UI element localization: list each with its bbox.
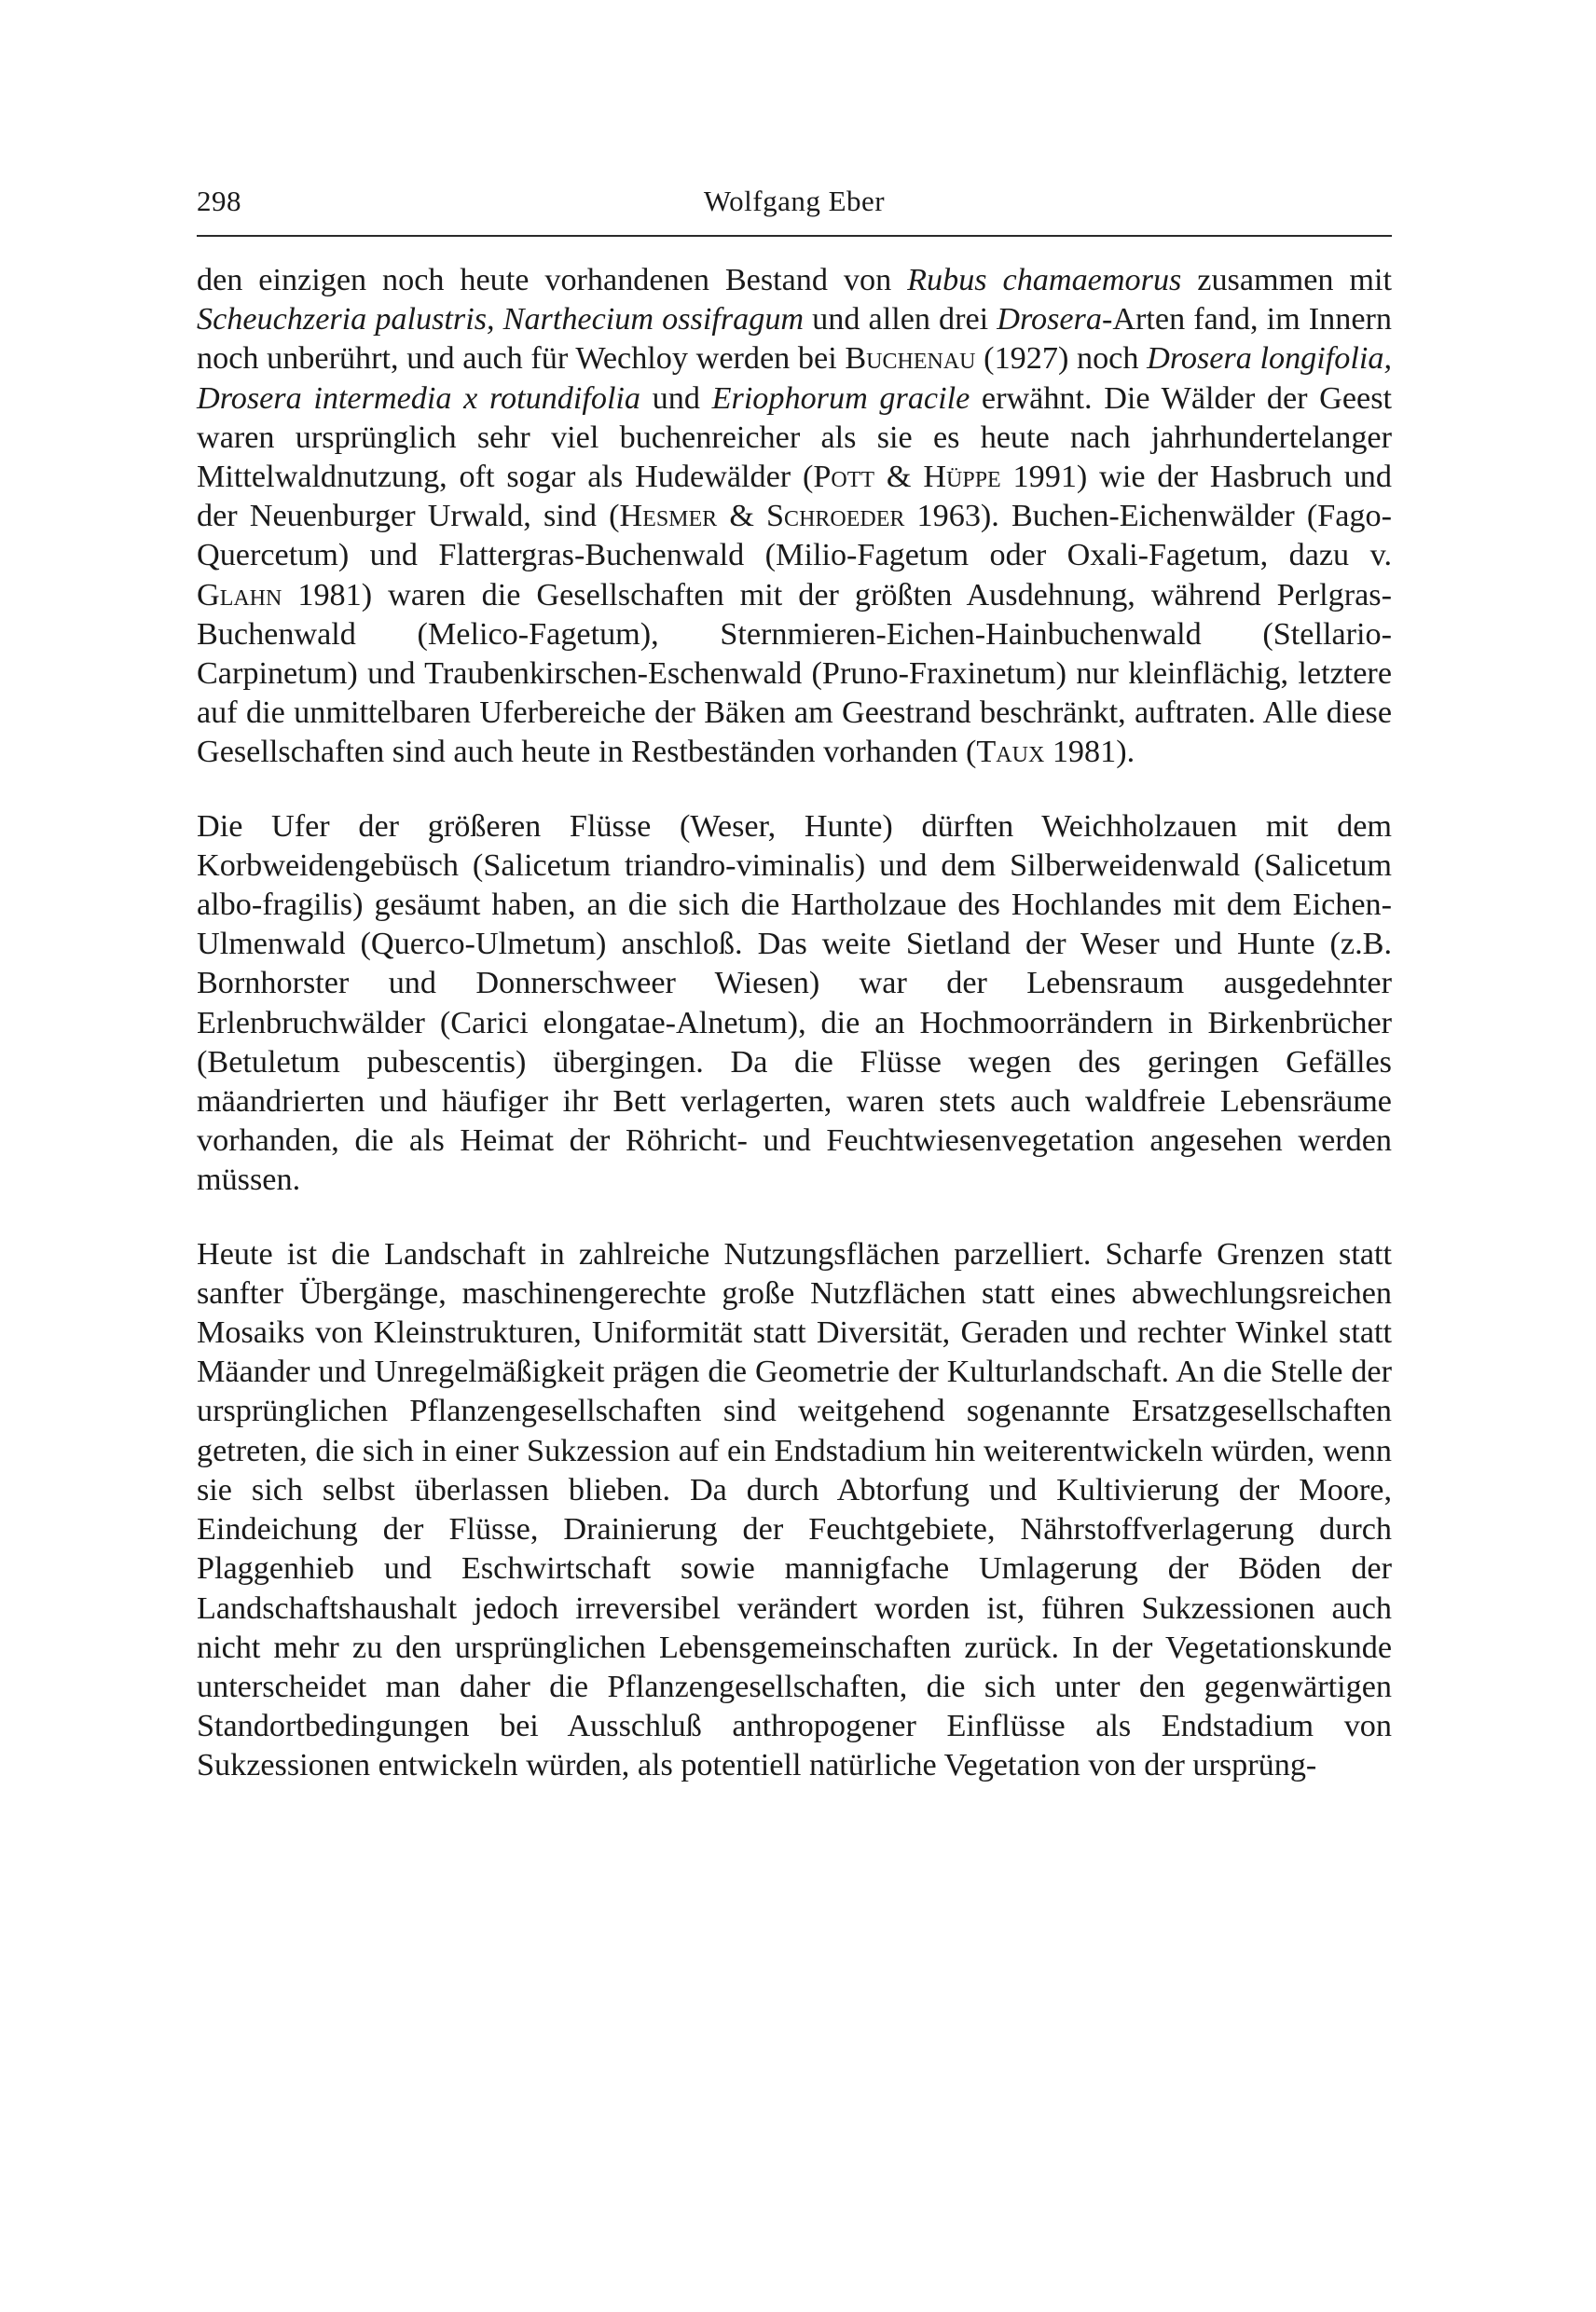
running-head: Wolfgang Eber: [703, 185, 886, 217]
text-run: 1963). Buchen-Eichenwälder (Fago-Quercetum) und Flattergras-Buchenwald (Milio-Fagetum oder Oxali-Fagetum, dazu v.: [197, 499, 1393, 573]
author-name: Hesmer: [619, 499, 718, 534]
text-run: -Arten fand, im Innern noch unberührt, und auch für Wechloy werden bei: [197, 302, 1392, 377]
text-run: (1927) noch: [975, 341, 1148, 377]
italic-term: Eriophorum gracile: [711, 380, 970, 416]
text-run: 1981) waren die Gesellschaften mit der größten Ausdehnung, während Perlgras- Buchenwald (Melico-Fagetum), Sternmieren-Eichen-Hainbuchenwald (Stellario-Carpinetum) und Traubenkirschen-Eschenwald (Pruno-Fraxinetum) nur kleinflächig, letztere auf die unmittelbaren Uferbereiche der Bäken am Geestrand beschränkt, auftraten. Alle diese Gesellschaften sind auch heute in Restbeständen vorhanden (: [197, 577, 1392, 770]
paragraph: [197, 261, 1392, 773]
text-run: und allen drei: [804, 302, 998, 337]
italic-term: Rubus chamaemorus: [907, 263, 1182, 297]
text-run: 1991) wie der Hasbruch und der Neuenburger Urwald, sind (: [197, 460, 1392, 534]
italic-term: Scheuchzeria palustris, Narthecium ossifragum: [197, 302, 805, 337]
text-run: Die Ufer der größeren Flüsse (Weser, Hunte) dürften Weichholzauen mit dem Korbweidengebüsch (Salicetum triandro-viminalis) und dem Silberweidenwald (Salicetum albo-fragilis) gesäumt haben, an die sich die Hartholzaue des Hochlandes mit dem Eichen-Ulmenwald (Querco-Ulmetum) anschloß. Das weite Sietland der Weser und Hunte (z.B. Bornhorster und Donnerschweer Wiesen) war der Lebensraum ausgedehnter Erlenbruchwälder (Carici elongatae-Alnetum), die an Hochmoorrändern in Birkenbrücher (Betuletum pubescentis) übergingen. Da die Flüsse wegen des geringen Gefälles mäandrierten und häufiger ihr Bett verlagerten, waren stets auch waldfreie Lebensräume vorhanden, die als Heimat der Röhricht- und Feuchtwiesenvegetation angesehen werden müssen.: [197, 808, 1392, 1198]
author-name: Taux: [976, 735, 1045, 770]
text-run: Heute ist die Landschaft in zahlreiche Nutzungsflächen parzelliert. Scharfe Grenzen statt sanfter Übergänge, maschinengerechte große Nutzflächen statt eines abwechlungsreichen Mosaiks von Kleinstrukturen, Uniformität statt Diversität, Geraden und rechter Winkel statt Mäander und Unregelmäßigkeit prägen die Geometrie der Kulturlandschaft. An die Stelle der ursprünglichen Pflanzengesellschaften sind weitgehend sogenannte Ersatzgesellschaften getreten, die sich in einer Sukzession auf ein Endstadium hin weiterentwickeln würden, wenn sie sich selbst überlassen blieben. Da durch Abtorfung und Kultivierung der Moore, Eindeichung der Flüsse, Drainierung der Feuchtgebiete, Nährstoffverlagerung durch Plaggenhieb und Eschwirtschaft sowie mannigfache Umlagerung der Böden der Landschaftshaushalt jedoch irreversibel verändert worden ist, führen Sukzessionen auch nicht mehr zu den ursprünglichen Lebensgemeinschaften zurück. In der Vegetationskunde unterscheidet man daher die Pflanzengesellschaften, die sich unter den gegenwärtigen Standortbedingungen bei Ausschluß anthropogener Einflüsse als Endstadium von Sukzessionen entwickeln würden, als potentiell natürliche Vegetation von der ursprüng-: [197, 1236, 1392, 1783]
author-name: Buchenau: [845, 341, 976, 377]
paragraph: [197, 807, 1392, 1201]
paragraph: [197, 1235, 1392, 1786]
text-run: 1981).: [1044, 735, 1135, 770]
text-run: erwähnt. Die Wälder der Geest waren ursprünglich sehr viel buchenreicher als sie es heute nach jahrhundertelanger Mittelwaldnutzung, oft sogar als Hudewälder (: [197, 380, 1393, 495]
author-name: Pott: [813, 460, 875, 495]
author-name: Glahn: [197, 577, 282, 612]
text-run: den einzigen noch heute vorhandenen Bestand von: [197, 263, 908, 297]
text-run: und: [640, 380, 712, 416]
italic-term: Drosera: [997, 302, 1102, 337]
text-run: zusammen mit: [1181, 263, 1392, 297]
text-run: &: [717, 499, 767, 534]
author-name: Schroeder: [766, 499, 905, 534]
body-text: [197, 261, 1392, 1786]
author-name: Hüppe: [923, 460, 1001, 495]
page-header: [197, 183, 1392, 237]
text-run: &: [874, 460, 924, 495]
italic-term: Drosera longifolia, Drosera intermedia x rotundifolia: [197, 341, 1392, 416]
page-number: 298: [197, 185, 241, 217]
